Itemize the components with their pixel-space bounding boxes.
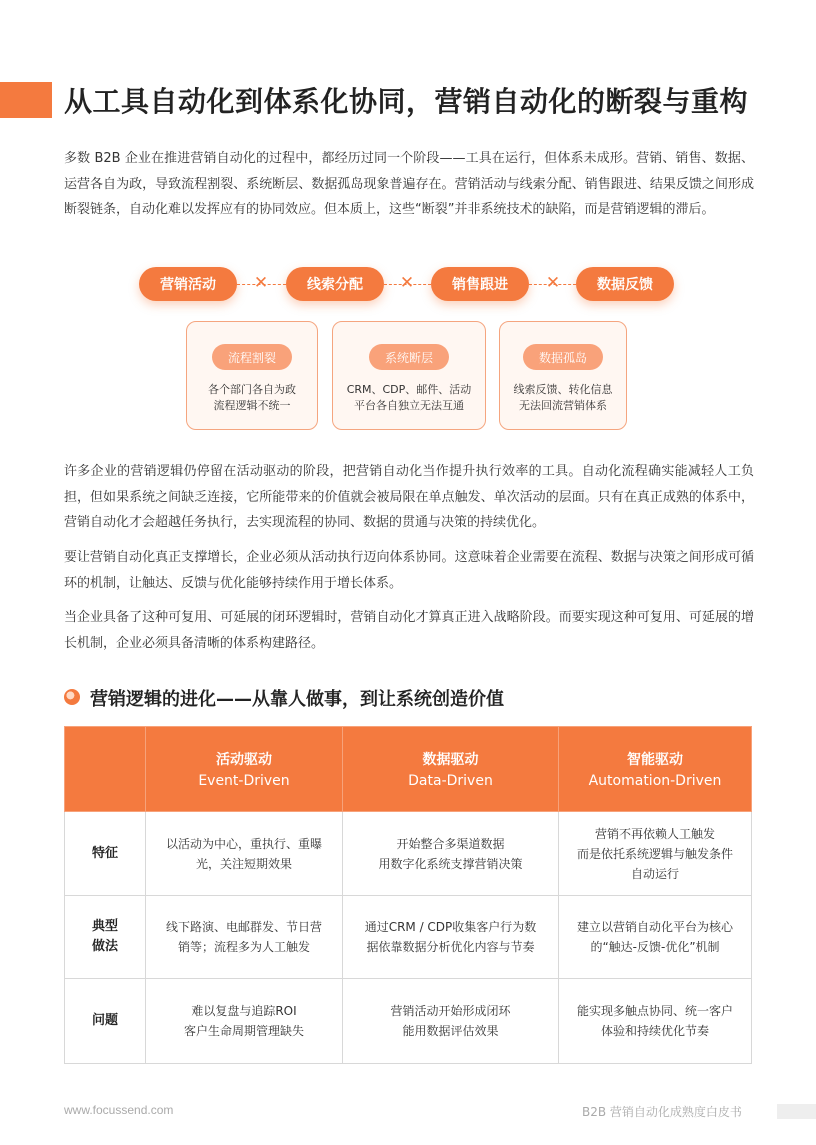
table-cell <box>343 896 559 979</box>
stage-sales-followup: 销售跟进 <box>431 267 529 301</box>
cell-line: 体验和持续优化节奏 <box>600 1024 709 1038</box>
column-header-automation-driven <box>559 727 752 812</box>
footer-page-block <box>777 1104 816 1119</box>
cell-line: 建立以营销自动化平台为核心 <box>576 920 733 934</box>
issue-line: 线索反馈、转化信息 <box>513 383 613 396</box>
table-cell <box>343 812 559 896</box>
row-label-problems <box>65 979 146 1064</box>
row-label-line: 做法 <box>91 939 118 954</box>
row-label-line: 特征 <box>91 845 118 861</box>
intro-paragraph: 多数 B2B 企业在推进营销自动化的过程中，都经历过同一个阶段——工具在运行，但体系未成形。营销、销售、数据、运营各自为政，导致流程割裂、系统断层、数据孤岛现象普遍存在。营销活动与线索分配、销售跟进、结果反馈之间形成断裂链条，自动化难以发挥应有的协同效应。但本质上，这些“断裂”并非系统技术的缺陷，而是营销逻辑的滞后。 <box>64 151 754 217</box>
table-row <box>65 896 752 979</box>
issue-tag: 数据孤岛 <box>523 344 603 370</box>
issue-line: 流程逻辑不统一 <box>213 399 291 412</box>
issue-line: 无法回流营销体系 <box>519 399 607 412</box>
issue-card-process-split <box>186 321 318 430</box>
row-label-line: 典型 <box>91 919 118 934</box>
x-break-icon: ✕ <box>545 273 561 293</box>
table-cell <box>146 896 343 979</box>
column-title-zh: 智能驱动 <box>627 752 683 768</box>
issue-description <box>333 382 485 414</box>
x-break-icon: ✕ <box>399 273 415 293</box>
cell-line: 的“触达-反馈-优化”机制 <box>590 940 720 954</box>
stage-marketing-activity: 营销活动 <box>139 267 237 301</box>
title-accent-bar <box>0 82 52 118</box>
column-title-zh: 数据驱动 <box>422 752 479 768</box>
cell-line: 客户生命周期管理缺失 <box>183 1024 304 1038</box>
body-paragraph: 要让营销自动化真正支撑增长，企业必须从活动执行迈向体系协同。这意味着企业需要在流程、数据与决策之间形成可循环的机制，让触达、反馈与优化能够持续作用于增长体系。 <box>64 550 754 591</box>
cell-line: 自动运行 <box>630 866 679 881</box>
table-cell <box>559 812 752 896</box>
issue-line: 各个部门各自为政 <box>208 383 296 396</box>
issue-tag: 流程割裂 <box>212 344 292 370</box>
row-label-line: 问题 <box>91 1013 118 1028</box>
cell-line: 以活动为中心，重执行、重曝 <box>165 836 322 851</box>
table-cell <box>146 812 343 896</box>
evolution-table <box>64 726 752 1064</box>
column-header-data-driven <box>343 727 559 812</box>
section-subheading: 营销逻辑的进化——从靠人做事，到让系统创造价值 <box>90 689 504 710</box>
bullet-circle-icon <box>64 689 80 705</box>
issue-card-data-silo <box>499 321 627 430</box>
table-header-row <box>65 727 752 812</box>
footer-doc-name: B2B 营销自动化成熟度白皮书 <box>582 1105 742 1119</box>
cell-line: 光，关注短期效果 <box>195 856 292 871</box>
stage-data-feedback: 数据反馈 <box>576 267 674 301</box>
table-cell <box>559 979 752 1064</box>
table-cell <box>343 979 559 1064</box>
row-label-practices <box>65 896 146 979</box>
cell-line: 开始整合多渠道数据 <box>396 836 505 851</box>
page-title: 从工具自动化到体系化协同，营销自动化的断裂与重构 <box>64 85 749 118</box>
cell-line: 营销不再依赖人工触发 <box>594 826 715 841</box>
x-break-icon: ✕ <box>253 273 269 293</box>
cell-line: 用数字化系统支撑营销决策 <box>378 856 523 871</box>
column-header-event-driven <box>146 727 343 812</box>
table-cell <box>559 896 752 979</box>
footer-website: www.focussend.com <box>64 1103 174 1117</box>
issue-line: CRM、CDP、邮件、活动 <box>346 383 472 396</box>
column-title-en: Automation-Driven <box>588 773 722 789</box>
table-corner-cell <box>65 727 146 812</box>
column-title-zh: 活动驱动 <box>216 752 272 768</box>
issue-description <box>187 382 317 414</box>
body-paragraph: 当企业具备了这种可复用、可延展的闭环逻辑时，营销自动化才算真正进入战略阶段。而要实现这种可复用、可延展的增长机制，企业必须具备清晰的体系构建路径。 <box>64 610 754 651</box>
issue-card-system-gap <box>332 321 486 430</box>
table-row <box>65 979 752 1064</box>
column-title-en: Data-Driven <box>408 773 493 789</box>
cell-line: 而是依托系统逻辑与触发条件 <box>576 846 733 861</box>
cell-line: 能实现多触点协同、统一客户 <box>576 1004 733 1018</box>
issue-description <box>500 382 626 414</box>
table-cell <box>146 979 343 1064</box>
column-title-en: Event-Driven <box>198 773 290 789</box>
body-paragraph: 许多企业的营销逻辑仍停留在活动驱动的阶段，把营销自动化当作提升执行效率的工具。自动化流程确实能减轻人工负担，但如果系统之间缺乏连接，它所能带来的价值就会被局限在单点触发、单次活动的层面。只有在真正成熟的体系中，营销自动化才会超越任务执行，去实现流程的协同、数据的贯通与决策的持续优化。 <box>64 464 754 530</box>
stage-lead-assignment: 线索分配 <box>286 267 384 301</box>
cell-line: 销等；流程多为人工触发 <box>177 940 310 954</box>
issue-line: 平台各自独立无法互通 <box>354 399 464 412</box>
cell-line: 据依靠数据分析优化内容与节奏 <box>366 940 535 954</box>
cell-line: 通过CRM / CDP收集客户行为数 <box>364 920 537 934</box>
cell-line: 能用数据评估效果 <box>402 1024 499 1038</box>
cell-line: 难以复盘与追踪ROI <box>191 1004 297 1018</box>
cell-line: 营销活动开始形成闭环 <box>390 1004 511 1018</box>
cell-line: 线下路演、电邮群发、节日营 <box>165 920 322 934</box>
issue-tag: 系统断层 <box>369 344 449 370</box>
table-row <box>65 812 752 896</box>
row-label-features <box>65 812 146 896</box>
